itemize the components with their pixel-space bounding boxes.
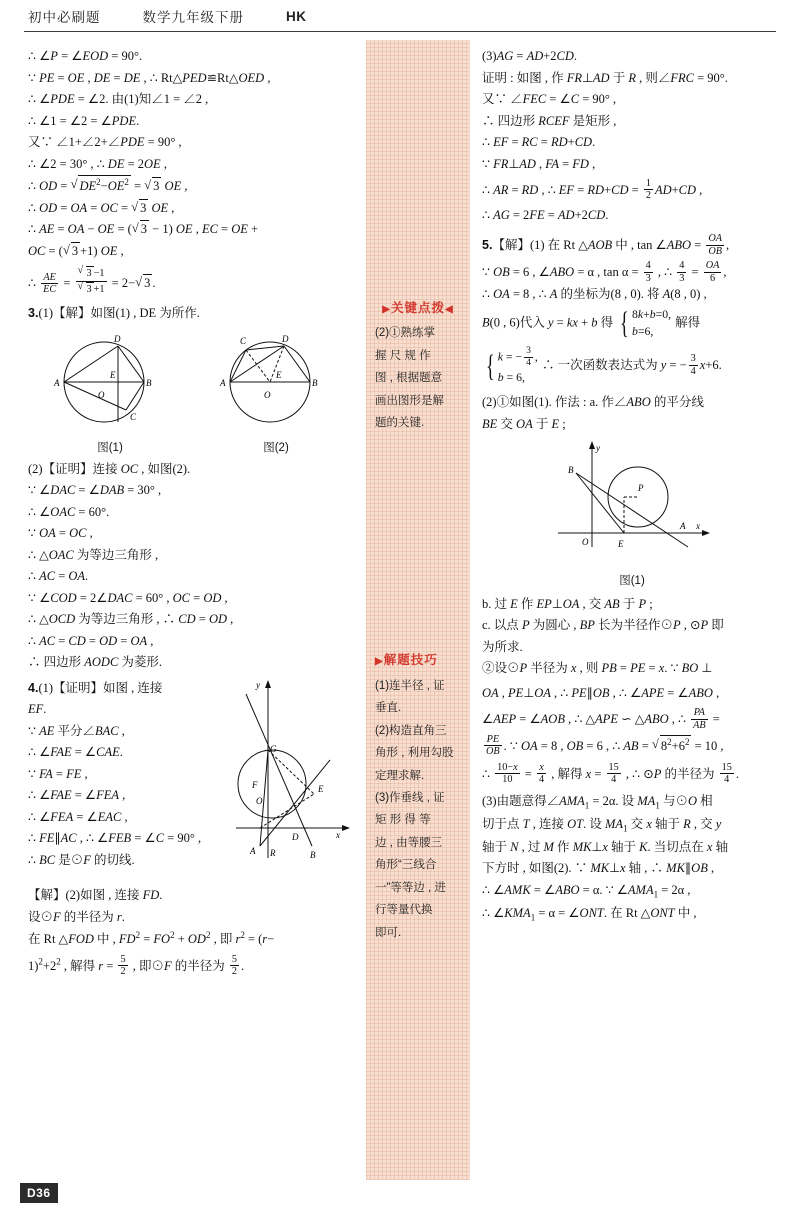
right-column <box>482 46 782 926</box>
proof-line: B(0 , 6)代入 y = kx + b 得 { 8k+b=0, b=6, 解得 <box>482 305 701 340</box>
proof-line: ∴ 四边形 AODC 为菱形. <box>28 655 163 670</box>
proof-line: ∴ OA = 8 , ∴ A 的坐标为(8 , 0). 将 A(8 , 0) , <box>482 287 707 302</box>
technique-block <box>373 648 463 943</box>
header-divider <box>24 31 776 32</box>
proof-line: ∵ ∠COD = 2∠DAC = 60° , OC = OD , <box>28 590 228 605</box>
proof-line: { k = − $\frac{3}{4}$ , b = 6, ∴ 一次函数表达式为 y = − $\frac{3}{4}$ x+6. <box>485 345 722 384</box>
svg-text:A: A <box>680 521 686 532</box>
proof-line: c. 以点 P 为圆心 , BP 长为半径作⊙P , ⊙P 即 <box>482 618 724 633</box>
q5-figure-1 <box>482 439 782 591</box>
proof-line: ∴ $\frac{10-x}{10}$ = $\frac{x}{4}$ , 解得 x = $\frac{15}{4}$ , ∴ ⊙P 的半径为 $\frac{15}{4}$ . <box>482 761 739 786</box>
svg-text:y: y <box>596 443 600 454</box>
note-line: 角形 , 利用勾股 <box>375 747 454 760</box>
proof-line: ∴ AC = CD = OD = OA , <box>28 633 154 648</box>
svg-text:E: E <box>618 539 624 550</box>
circle-diagram-1 <box>40 330 180 430</box>
edition-badge: HK <box>286 8 307 24</box>
proof-line: ∴ ∠FEA = ∠EAC , <box>28 809 128 824</box>
proof-line: ∴ △OAC 为等边三角形 , <box>28 547 159 562</box>
proof-line: 切于点 T , 连接 OT. 设 $MA_1$ 交 x 轴于 R , 交 y <box>482 816 722 834</box>
note-line: (2)构造直角三 <box>375 724 447 737</box>
proof-line: ∵ FR⊥AD , FA = FD , <box>482 156 596 171</box>
question-5-part1: 5.【解】(1) 在 Rt △AOB 中 , tan ∠ABO = $\frac{OA}{OB}$ , <box>482 233 730 257</box>
proof-line: ∴ △OCD 为等边三角形 , ∴ CD = OD , <box>28 612 234 627</box>
svg-text:O: O <box>582 537 589 548</box>
proof-line: 在 Rt △FOD 中 , $FD^2 = FO^2 + OD^2$ , 即 $r^2 = (r-$ <box>28 930 275 947</box>
technique-heading: ▶解题技巧 <box>375 653 438 668</box>
note-line: 画出图形是解 <box>375 394 444 407</box>
svg-text:A: A <box>54 378 60 389</box>
proof-line: ∵ ∠DAC = ∠DAB = 30° , <box>28 483 162 498</box>
key-point-block <box>373 296 463 434</box>
note-line: 握 尺 规 作 <box>375 349 431 362</box>
proof-line: ∴ AG = 2FE = AD+2CD. <box>482 207 609 222</box>
q4-figure <box>226 676 358 884</box>
triangle-right-icon: ◀ <box>445 304 454 315</box>
svg-text:y: y <box>256 679 260 690</box>
proof-line: (2)【证明】连接 OC , 如图(2). <box>28 461 191 476</box>
svg-text:B: B <box>568 465 574 476</box>
svg-text:A: A <box>250 845 256 856</box>
note-line: 边 , 由等腰三 <box>375 836 443 849</box>
proof-line: ∠AEP = ∠AOB , ∴ △APE ∽ △ABO , ∴ $\frac{PA}{AB}$ = <box>482 707 720 731</box>
svg-text:E: E <box>276 370 282 381</box>
proof-line: ∴ ∠2 = 30° , ∴ DE = 2OE , <box>28 156 167 171</box>
proof-line: ∴ $\frac{AE}{EC}$ = √ 3 −1 √ 3 +1 = 2− √ 3 . <box>28 266 358 297</box>
book-subtitle: 数学九年级下册 <box>142 10 244 25</box>
svg-text:B: B <box>146 378 152 389</box>
proof-line: ∴ EF = RC = RD+CD. <box>482 135 596 149</box>
proof-line: ∵ FA = FE , <box>28 766 88 781</box>
proof-line: ∴ ∠OAC = 60°. <box>28 504 110 519</box>
svg-text:G: G <box>270 743 277 754</box>
proof-line: (3)AG = AD+2CD. <box>482 49 578 63</box>
svg-text:C: C <box>240 336 247 347</box>
proof-line: EF. <box>28 702 47 717</box>
question-4-part1: 4.(1)【证明】如图 , 连接 <box>28 680 163 695</box>
proof-line: 又∵ ∠1+∠2+∠PDE = 90° , <box>28 135 182 149</box>
note-line: 一”等等边 , 进 <box>375 881 446 894</box>
proof-line: OA , PE⊥OA , ∴ PE∥OB , ∴ ∠APE = ∠ABO , <box>482 685 720 700</box>
proof-line: ∵ OA = OC , <box>28 526 93 541</box>
proof-line: ∵ OB = 6 , ∠ABO = α , tan α = $\frac{4}{3}$ , ∴ $\frac{4}{3}$ = $\frac{OA}{6}$ , <box>482 260 727 284</box>
proof-line: ∴ FE∥AC , ∴ ∠FEB = ∠C = 90° , <box>28 831 202 846</box>
proof-line: 为所求. <box>482 639 523 654</box>
note-line: 图 , 根据题意 <box>375 372 443 385</box>
note-line: (3)作垂线 , 证 <box>375 791 445 804</box>
proof-line: ∴ OD = √ $DE^2-OE^2$ = √ 3 OE , <box>28 175 358 198</box>
proof-line: 又∵ ∠FEC = ∠C = 90° , <box>482 92 617 106</box>
proof-line: ∴ ∠FAE = ∠CAE. <box>28 745 123 760</box>
svg-text:D: D <box>114 334 121 345</box>
svg-text:R: R <box>270 847 276 858</box>
page-number-badge: D36 <box>20 1183 58 1203</box>
proof-line: (3)由题意得$\angle AMA_1 = 2\alpha$. 设 $MA_1$ 与⊙O 相 <box>482 793 713 811</box>
q5-fig1-caption: 图(1) <box>619 574 645 587</box>
svg-text:E: E <box>110 370 116 381</box>
proof-line: ∴ AE = OA − OE = ( √ 3 − 1) OE , EC = OE + <box>28 219 358 241</box>
proof-line: ∵ AE 平分∠BAC , <box>28 723 125 738</box>
proof-line: ∴ ∠FAE = ∠FEA , <box>28 788 126 803</box>
q3-figure-2 <box>206 330 346 458</box>
proof-line: ∵ PE = OE , DE = DE , ∴ Rt△PED≌Rt△OED , <box>28 70 271 85</box>
svg-text:O: O <box>264 390 271 401</box>
coordinate-circle-diagram-2 <box>542 439 722 563</box>
proof-line: ∴ ∠1 = ∠2 = ∠PDE. <box>28 113 140 128</box>
svg-text:F: F <box>252 779 258 790</box>
q3-fig2-caption: 图(2) <box>263 441 289 454</box>
svg-text:A: A <box>220 378 226 389</box>
book-title: 初中必刷题 <box>28 10 101 25</box>
note-line: 行等量代换 <box>375 904 433 917</box>
proof-line: ∴ AC = OA. <box>28 569 89 584</box>
note-line: 定理求解. <box>375 769 425 782</box>
note-line: 题的关键. <box>375 417 425 430</box>
proof-line: b. 过 E 作 EP⊥OA , 交 AB 于 P ; <box>482 596 653 611</box>
proof-line: ∴ OD = OA = OC = √ 3 OE , <box>28 198 358 220</box>
strip-spacer-mid <box>373 434 463 646</box>
svg-text:x: x <box>336 829 340 840</box>
note-line: 角形“三线合 <box>375 859 437 872</box>
svg-text:P: P <box>638 483 644 494</box>
proof-line: $\frac{PE}{OB}$ . ∵ OA = 8 , OB = 6 , ∴ AB = √ $8^2+6^2 = 10$ , <box>482 734 782 758</box>
triangle-left-icon: ▶ <box>382 304 391 315</box>
side-note-strip <box>366 40 470 1180</box>
proof-line: ∴ 四边形 RCEF 是矩形 , <box>482 113 617 128</box>
svg-text:B: B <box>310 849 316 860</box>
q3-part1-text: (1)【解】如图(1) , DE 为所作. <box>38 305 200 320</box>
note-line: 即可. <box>375 926 402 939</box>
q3-figure-row <box>28 330 358 458</box>
question-3-part1: 3.(1)【解】如图(1) , DE 为所作. <box>28 305 200 320</box>
svg-text:x: x <box>696 521 700 532</box>
note-line: (1)连半径 , 证 <box>375 679 445 692</box>
proof-line: ∴ $\angle KMA_1 = \alpha$ = ∠ONT. 在 Rt △ONT 中 , <box>482 905 697 923</box>
proof-line: OC = ( √ 3 +1) OE , <box>28 241 358 263</box>
q3-fig1-caption: 图(1) <box>97 441 123 454</box>
proof-line: ②设⊙P 半径为 x , 则 PB = PE = x. ∵ BO ⊥ <box>482 661 713 676</box>
proof-line: ∴ ∠P = ∠EOD = 90°. <box>28 49 143 63</box>
proof-line: $1)^2+2^2$ , 解得 r = $\frac{5}{2}$ , 即⊙F 的半径为 $\frac{5}{2}$ . <box>28 953 245 978</box>
svg-text:D: D <box>282 334 289 345</box>
proof-line: 证明 : 如图 , 作 FR⊥AD 于 R , 则∠FRC = 90°. <box>482 70 728 85</box>
proof-line: 【解】(2)如图 , 连接 FD. <box>28 888 163 903</box>
triangle-right-icon: ▶ <box>375 656 384 668</box>
proof-line: (2)①如图(1). 作法 : a. 作∠ABO 的平分线 <box>482 395 704 410</box>
proof-line: ∴ ∠PDE = ∠2. 由(1)知∠1 = ∠2 , <box>28 92 209 106</box>
note-line: (2)①熟练掌 <box>375 327 436 340</box>
svg-text:D: D <box>292 831 299 842</box>
proof-line: ∴ BC 是⊙F 的切线. <box>28 852 135 867</box>
proof-line: ∴ ∠AMK = ∠ABO = α. ∵ $\angle AMA_1 = 2\alpha$ , <box>482 882 691 900</box>
left-column <box>28 46 358 978</box>
svg-text:C: C <box>130 412 137 423</box>
note-line: 垂直. <box>375 702 402 715</box>
page-header <box>0 0 800 32</box>
svg-text:O: O <box>256 795 263 806</box>
svg-text:O: O <box>98 390 105 401</box>
proof-line: ∴ AR = RD , ∴ EF = RD+CD = $\frac{1}{2}$ AD+CD , <box>482 178 703 202</box>
proof-line: 轴于 N , 过 M 作 MK⊥x 轴于 K. 当切点在 x 轴 <box>482 839 729 854</box>
strip-spacer-top <box>373 44 463 294</box>
proof-line: BE 交 OA 于 E ; <box>482 416 566 431</box>
note-line: 矩 形 得 等 <box>375 814 431 827</box>
svg-text:E: E <box>318 783 324 794</box>
proof-line: 设⊙F 的半径为 r. <box>28 909 125 924</box>
svg-text:B: B <box>312 378 318 389</box>
coordinate-circle-diagram <box>226 676 358 876</box>
key-point-heading: ▶关键点拨◀ <box>382 301 454 315</box>
proof-line: 下方时 , 如图(2). ∵ MK⊥x 轴 , ∴ MK∥OB , <box>482 861 715 876</box>
circle-diagram-2 <box>206 330 346 430</box>
q3-figure-1 <box>40 330 180 458</box>
